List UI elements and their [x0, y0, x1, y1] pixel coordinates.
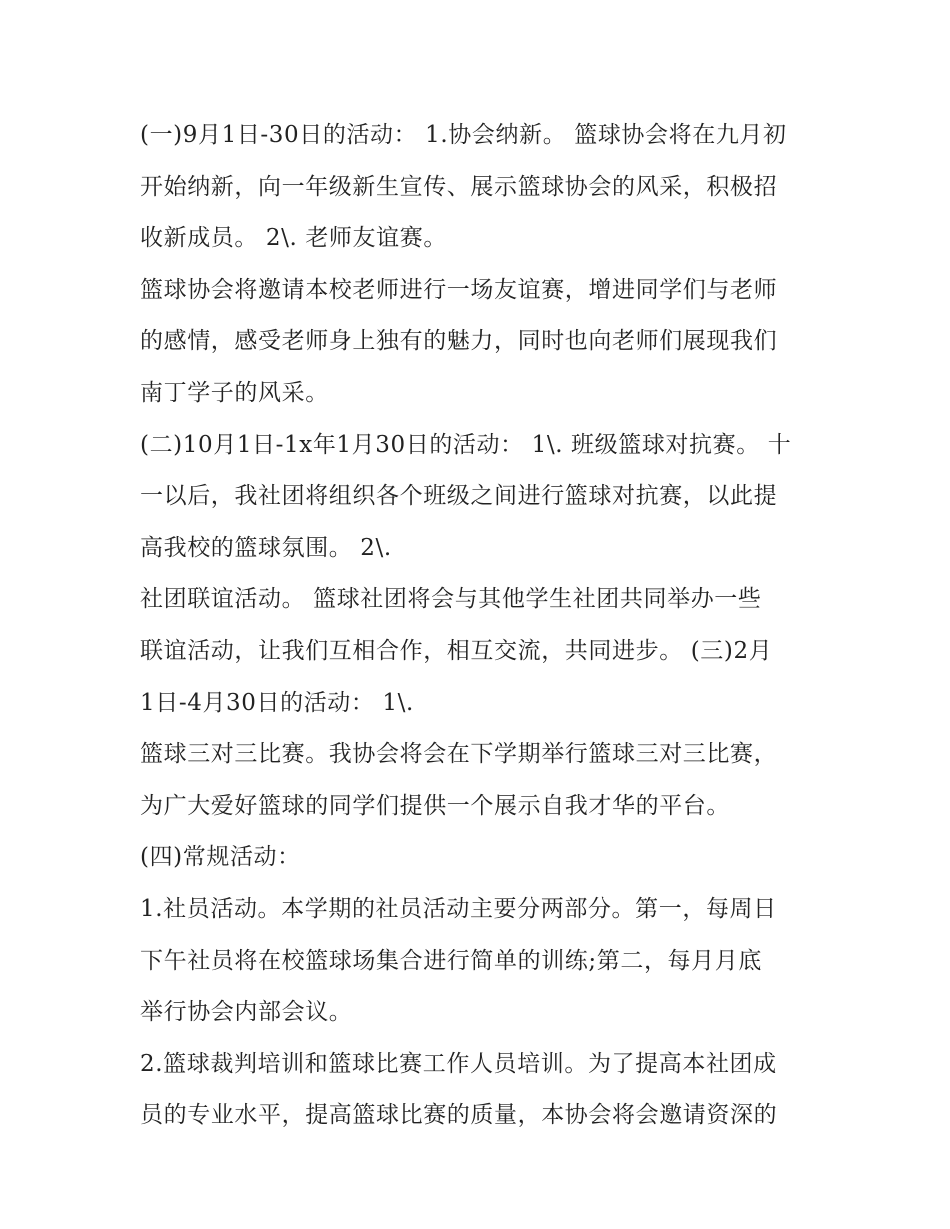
text-line: 高我校的篮球氛围。 2\. — [140, 534, 392, 561]
text-line: 为广大爱好篮球的同学们提供一个展示自我才华的平台。 — [140, 792, 730, 819]
text-line: 下午社员将在校篮球场集合进行简单的训练;第二，每月月底 — [140, 947, 762, 974]
document-body — [140, 110, 815, 1142]
text-line: 社团联谊活动。 篮球社团将会与其他学生社团共同举办一些 — [140, 586, 762, 613]
text-line: 举行协会内部会议。 — [140, 999, 353, 1026]
text-line: 1日-4月30日的活动： 1\. — [140, 689, 414, 716]
text-line: 的感情，感受老师身上独有的魅力，同时也向老师们展现我们 — [140, 328, 778, 355]
text-line: 2.篮球裁判培训和篮球比赛工作人员培训。为了提高本社团成 — [140, 1050, 777, 1077]
text-line: 1.社员活动。本学期的社员活动主要分两部分。第一，每周日 — [140, 895, 777, 922]
text-line: 一以后，我社团将组织各个班级之间进行篮球对抗赛，以此提 — [140, 483, 778, 510]
text-line: 开始纳新，向一年级新生宣传、展示篮球协会的风采，积极招 — [140, 173, 778, 200]
text-line: (四)常规活动： — [140, 844, 301, 871]
text-line: 南丁学子的风采。 — [140, 379, 329, 406]
text-line: 员的专业水平，提高篮球比赛的质量，本协会将会邀请资深的 — [140, 1102, 778, 1129]
text-line: 篮球协会将邀请本校老师进行一场友谊赛，增进同学们与老师 — [140, 276, 778, 303]
text-line: 篮球三对三比赛。我协会将会在下学期举行篮球三对三比赛， — [140, 741, 778, 768]
text-line: (二)10月1日-1x年1月30日的活动： 1\. 班级篮球对抗赛。 十 — [140, 431, 792, 458]
text-line: 联谊活动，让我们互相合作，相互交流，共同进步。 (三)2月 — [140, 637, 773, 664]
text-line: (一)9月1日-30日的活动： 1.协会纳新。 篮球协会将在九月初 — [140, 122, 787, 148]
text-line: 收新成员。 2\. 老师友谊赛。 — [140, 225, 447, 252]
